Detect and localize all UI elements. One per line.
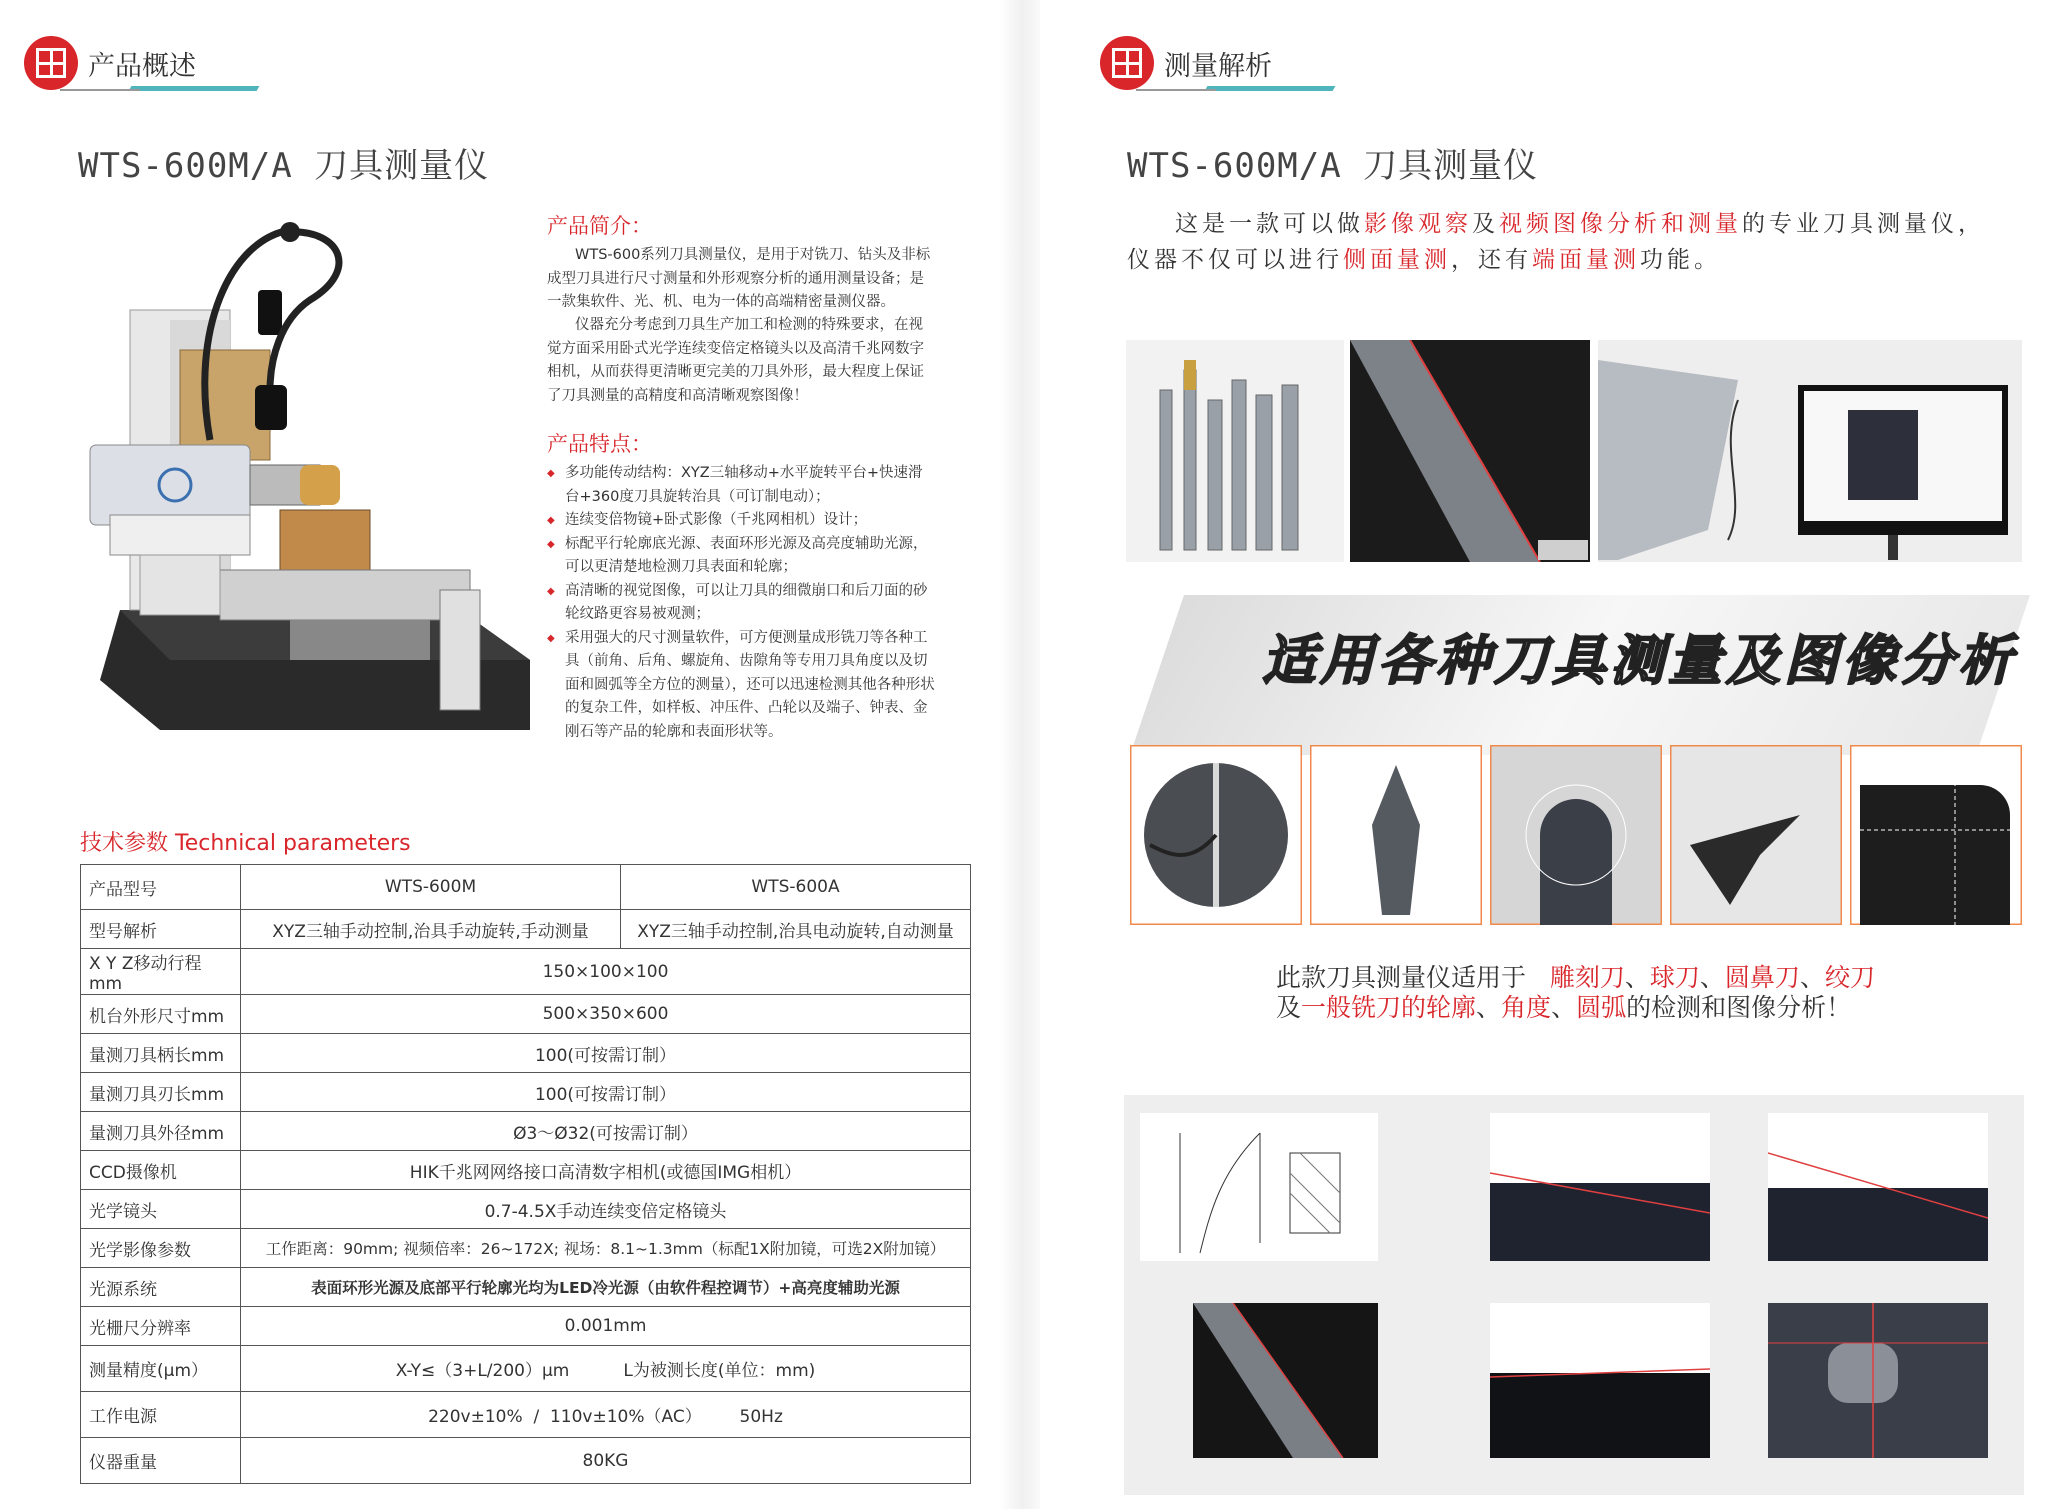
table-label-cell: 仪器重量 <box>81 1438 241 1484</box>
table-header-cell: WTS-600M <box>241 865 621 910</box>
table-value-cell: 220v±10% / 110v±10%（AC） 50Hz <box>241 1392 971 1438</box>
edge-closeup-photo <box>1350 340 1590 562</box>
table-header-cell: WTS-600A <box>621 865 971 910</box>
section-underline <box>1205 86 1336 91</box>
radius-corner-photo <box>1850 745 2022 925</box>
edge-measure-photo-1 <box>1490 1113 1710 1261</box>
applicable-text: 及 <box>1276 993 1302 1022</box>
intro-paragraph-1: WTS-600系列刀具测量仪，是用于对铣刀、钻头及非标成型刀具进行尺寸测量和外形观察分析的通用测量设备；是一款集软件、光、机、电为一体的高端精密量测仪器。 <box>547 247 931 310</box>
table-value-cell: 500×350×600 <box>241 995 971 1034</box>
table-row <box>81 1229 971 1268</box>
table-value-cell: HIK千兆网网络接口高清数字相机(或德国IMG相机） <box>241 1151 971 1190</box>
applicable-highlight: 圆鼻刀 <box>1724 963 1800 992</box>
table-value-cell: 150×100×100 <box>241 949 971 995</box>
product-title: WTS-600M/A 刀具测量仪 <box>1127 146 1539 186</box>
intro-highlight: 侧面量测 <box>1343 247 1451 273</box>
applicable-text: 、 <box>1799 963 1825 992</box>
table-value-cell: 0.7-4.5X手动连续变倍定格镜头 <box>241 1190 971 1229</box>
applicable-text: 此款刀具测量仪适用于 <box>1276 963 1527 992</box>
table-row <box>81 1112 971 1151</box>
table-row <box>81 1073 971 1112</box>
feature-item: ◆ 采用强大的尺寸测量软件，可方便测量成形铣刀等各种工具（前角、后角、螺旋角、齿隙角等专用刀具角度以及切面和圆弧等全方位的测量），还可以迅速检测其他各种形状的复杂工件，如样板、冲压件、凸轮以及端子、钟表、金刚石等产品的轮廓和表面形状等。 <box>547 627 937 745</box>
intro-line-1 <box>1175 205 1985 238</box>
tool-drawing-photo <box>1140 1113 1378 1261</box>
table-value-cell: 0.001mm <box>241 1307 971 1346</box>
table-label-cell: 量测刀具柄长mm <box>81 1034 241 1073</box>
table-row <box>81 1151 971 1190</box>
table-value-cell: X-Y≤（3+L/200）μm L为被测长度(单位：mm) <box>241 1346 971 1392</box>
applicable-text: 的检测和图像分析！ <box>1626 993 1852 1022</box>
table-label-cell: 量测刀具刃长mm <box>81 1073 241 1112</box>
section-cross-icon <box>1100 36 1154 90</box>
table-label-cell: 产品型号 <box>81 865 241 910</box>
table-row <box>81 1190 971 1229</box>
section-title: 测量解析 <box>1164 51 1272 82</box>
table-value-cell: 表面环形光源及底部平行轮廓光均为LED冷光源（由软件程控调节）+高亮度辅助光源 <box>241 1268 971 1307</box>
intro-paragraph-2: 仪器充分考虑到刀具生产加工和检测的特殊要求，在视觉方面采用卧式光学连续变倍定格镜头以及高清千兆网数字相机，从而获得更清晰更完美的刀具外形，最大程度上保证了刀具测量的高精度和高清晰观察图像！ <box>547 317 924 404</box>
table-row <box>81 949 971 995</box>
tech-params-table <box>80 864 971 1484</box>
edge-measure-photo-3 <box>1193 1303 1378 1458</box>
drill-side-photo <box>1310 745 1482 925</box>
applicable-text: 、 <box>1699 963 1725 992</box>
intro-highlight: 视频图像分析和测量 <box>1499 211 1742 237</box>
applicable-highlight: 圆弧 <box>1576 993 1627 1022</box>
edge-measure-photo-2 <box>1768 1113 1988 1261</box>
table-label-cell: X Y Z移动行程mm <box>81 949 241 995</box>
feature-item: ◆ 标配平行轮廓底光源、表面环形光源及高亮度辅助光源，可以更清楚地检测刀具表面和轮廓； <box>547 533 937 580</box>
intro-line-2 <box>1127 241 1721 274</box>
intro-highlight: 影像观察 <box>1364 211 1472 237</box>
form-cutter-photo <box>1670 745 1842 925</box>
table-label-cell: 型号解析 <box>81 910 241 949</box>
intro-text: 的专业刀具测量仪， <box>1742 211 1985 237</box>
feature-item: ◆ 多功能传动结构：XYZ三轴移动+水平旋转平台+快速滑台+360度刀具旋转治具（可订制电动）； <box>547 462 937 509</box>
table-row <box>81 1307 971 1346</box>
section-cross-icon <box>24 36 78 90</box>
intro-text: 及 <box>1472 211 1499 237</box>
section-underline-gray <box>1136 89 1216 91</box>
feature-item: ◆ 高清晰的视觉图像，可以让刀具的细微崩口和后刀面的砂轮纹路更容易被观测； <box>547 580 937 627</box>
intro-text: 仪器不仅可以进行 <box>1127 247 1343 273</box>
features-heading: 产品特点： <box>547 432 652 456</box>
cutting-tools-photo <box>1126 340 1344 562</box>
table-value-cell: XYZ三轴手动控制,治具手动旋转,手动测量 <box>241 910 621 949</box>
drill-end-photo <box>1130 745 1302 925</box>
applicable-text: 、 <box>1624 963 1650 992</box>
product-title: WTS-600M/A 刀具测量仪 <box>78 146 490 186</box>
applicable-text: 、 <box>1551 993 1577 1022</box>
table-label-cell: 量测刀具外径mm <box>81 1112 241 1151</box>
section-underline <box>129 86 260 91</box>
applicable-line-2 <box>1276 988 1851 1024</box>
intro-text: 这是一款可以做 <box>1175 211 1364 237</box>
section-title: 产品概述 <box>88 51 196 82</box>
banner-text: 适用各种刀具测量及图像分析 <box>1262 629 2016 692</box>
section-underline-gray <box>60 89 140 91</box>
table-label-cell: 工作电源 <box>81 1392 241 1438</box>
table-value-cell: Ø3～Ø32(可按需订制） <box>241 1112 971 1151</box>
applicable-highlight: 角度 <box>1501 993 1552 1022</box>
edge-measure-photo-4 <box>1490 1303 1710 1458</box>
table-value-cell: 100(可按需订制） <box>241 1073 971 1112</box>
applicable-highlight: 雕刻刀 <box>1549 963 1625 992</box>
table-row <box>81 1392 971 1438</box>
applicable-highlight: 绞刀 <box>1824 963 1875 992</box>
table-label-cell: 光学镜头 <box>81 1190 241 1229</box>
intro-text: 功能。 <box>1640 247 1721 273</box>
feature-item: ◆ 连续变倍物镜+卧式影像（千兆网相机）设计； <box>547 509 937 533</box>
table-label-cell: 测量精度(μm） <box>81 1346 241 1392</box>
table-value-cell: 100(可按需订制） <box>241 1034 971 1073</box>
table-label-cell: 光源系统 <box>81 1268 241 1307</box>
tech-params-heading: 技术参数 Technical parameters <box>80 831 411 856</box>
applicable-highlight: 球刀 <box>1649 963 1700 992</box>
software-screen-photo <box>1598 340 2022 562</box>
applicable-highlight: 一般铣刀的轮廓 <box>1301 993 1477 1022</box>
table-label-cell: 光栅尺分辨率 <box>81 1307 241 1346</box>
edge-measure-photo-5 <box>1768 1303 1988 1458</box>
ball-end-photo <box>1490 745 1662 925</box>
table-header-row <box>81 865 971 910</box>
machine-photo <box>60 210 540 750</box>
intro-highlight: 端面量测 <box>1532 247 1640 273</box>
table-value-cell: 工作距离：90mm; 视频倍率：26~172X; 视场：8.1~1.3mm（标配1X附加镜，可选2X附加镜） <box>241 1229 971 1268</box>
applicable-text: 、 <box>1476 993 1502 1022</box>
table-row <box>81 1346 971 1392</box>
features-list <box>547 462 937 744</box>
table-label-cell: 机台外形尺寸mm <box>81 995 241 1034</box>
table-label-cell: 光学影像参数 <box>81 1229 241 1268</box>
intro-text: ，还有 <box>1451 247 1532 273</box>
table-row <box>81 1438 971 1484</box>
intro-heading: 产品简介： <box>547 214 652 238</box>
table-row <box>81 910 971 949</box>
table-value-cell: 80KG <box>241 1438 971 1484</box>
table-value-cell: XYZ三轴手动控制,治具电动旋转,自动测量 <box>621 910 971 949</box>
table-row <box>81 1268 971 1307</box>
table-label-cell: CCD摄像机 <box>81 1151 241 1190</box>
table-row <box>81 1034 971 1073</box>
table-row <box>81 995 971 1034</box>
